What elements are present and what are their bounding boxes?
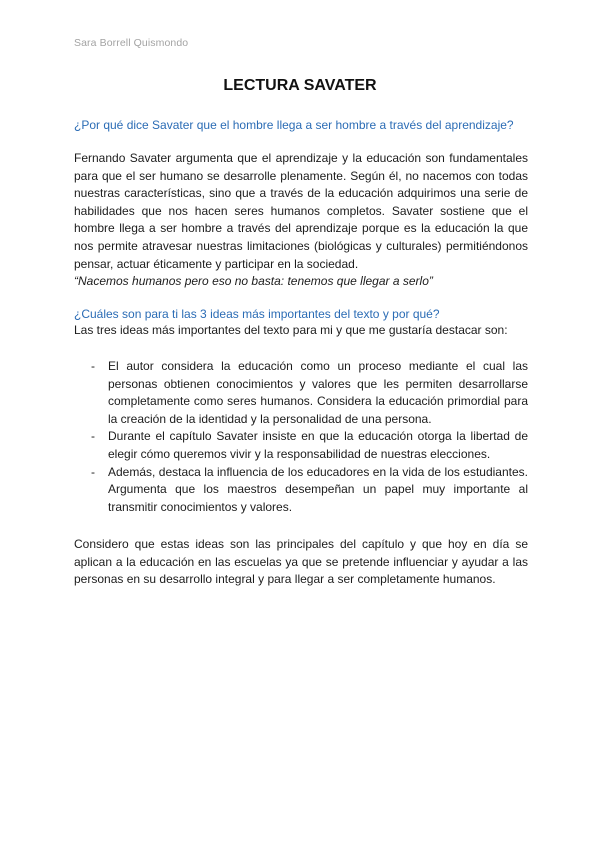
question-1: ¿Por qué dice Savater que el hombre llega a ser hombre a través del aprendizaje? (74, 118, 514, 132)
quote: “Nacemos humanos pero eso no basta: tenemos que llegar a serlo” (74, 274, 433, 289)
list-item-text: Además, destaca la influencia de los educadores en la vida de los estudiantes. Argumenta que los maestros desempeñan un papel muy importante al transmitir conocimientos y valores. (108, 464, 528, 514)
intro-2: Las tres ideas más importantes del texto para mi y que me gustaría destacar son: (74, 323, 508, 337)
list-item-text: El autor considera la educación como un proceso mediante el cual las personas obtienen conocimientos y valores que les permiten desarrollarse completamente como seres humanos. Considera la educación primordial para la creación de la identidad y la personalidad de una persona. (108, 359, 528, 426)
list-item (74, 358, 528, 428)
list-item (74, 428, 528, 463)
answer-1 (74, 150, 528, 291)
answer-1-text: Fernando Savater argumenta que el aprendizaje y la educación son fundamentales para que el ser humano se desarrolle plenamente. Según él, no nacemos con todas nuestras características, sino que a través de la educación adquirimos una serie de habilidades que nos hacen seres humanos completos. Savater sostiene que el hombre llega a ser hombre a través del aprendizaje porque es la educación la que nos permite atravesar nuestras limitaciones (biológicas y culturales) permitiéndonos pensar, actuar éticamente y participar en la sociedad. (74, 151, 528, 271)
bullet-dash: - (91, 359, 95, 373)
ideas-list (74, 358, 528, 516)
bullet-dash: - (91, 429, 95, 444)
page-title: LECTURA SAVATER (223, 77, 377, 94)
question-2: ¿Cuáles son para ti las 3 ideas más importantes del texto y por qué? (74, 307, 440, 321)
header-author: Sara Borrell Quismondo (74, 37, 189, 49)
list-item (74, 464, 528, 517)
bullet-dash: - (91, 464, 95, 479)
conclusion: Considero que estas ideas son las principales del capítulo y que hoy en día se aplican a la educación en las escuelas ya que se pretende influenciar y ayudar a las personas en su desarrollo integral y para llegar a ser completamente humanos. (74, 537, 528, 587)
list-item-text: Durante el capítulo Savater insiste en que la educación otorga la libertad de elegir cómo queremos vivir y la responsabilidad de nuestras elecciones. (108, 429, 528, 461)
